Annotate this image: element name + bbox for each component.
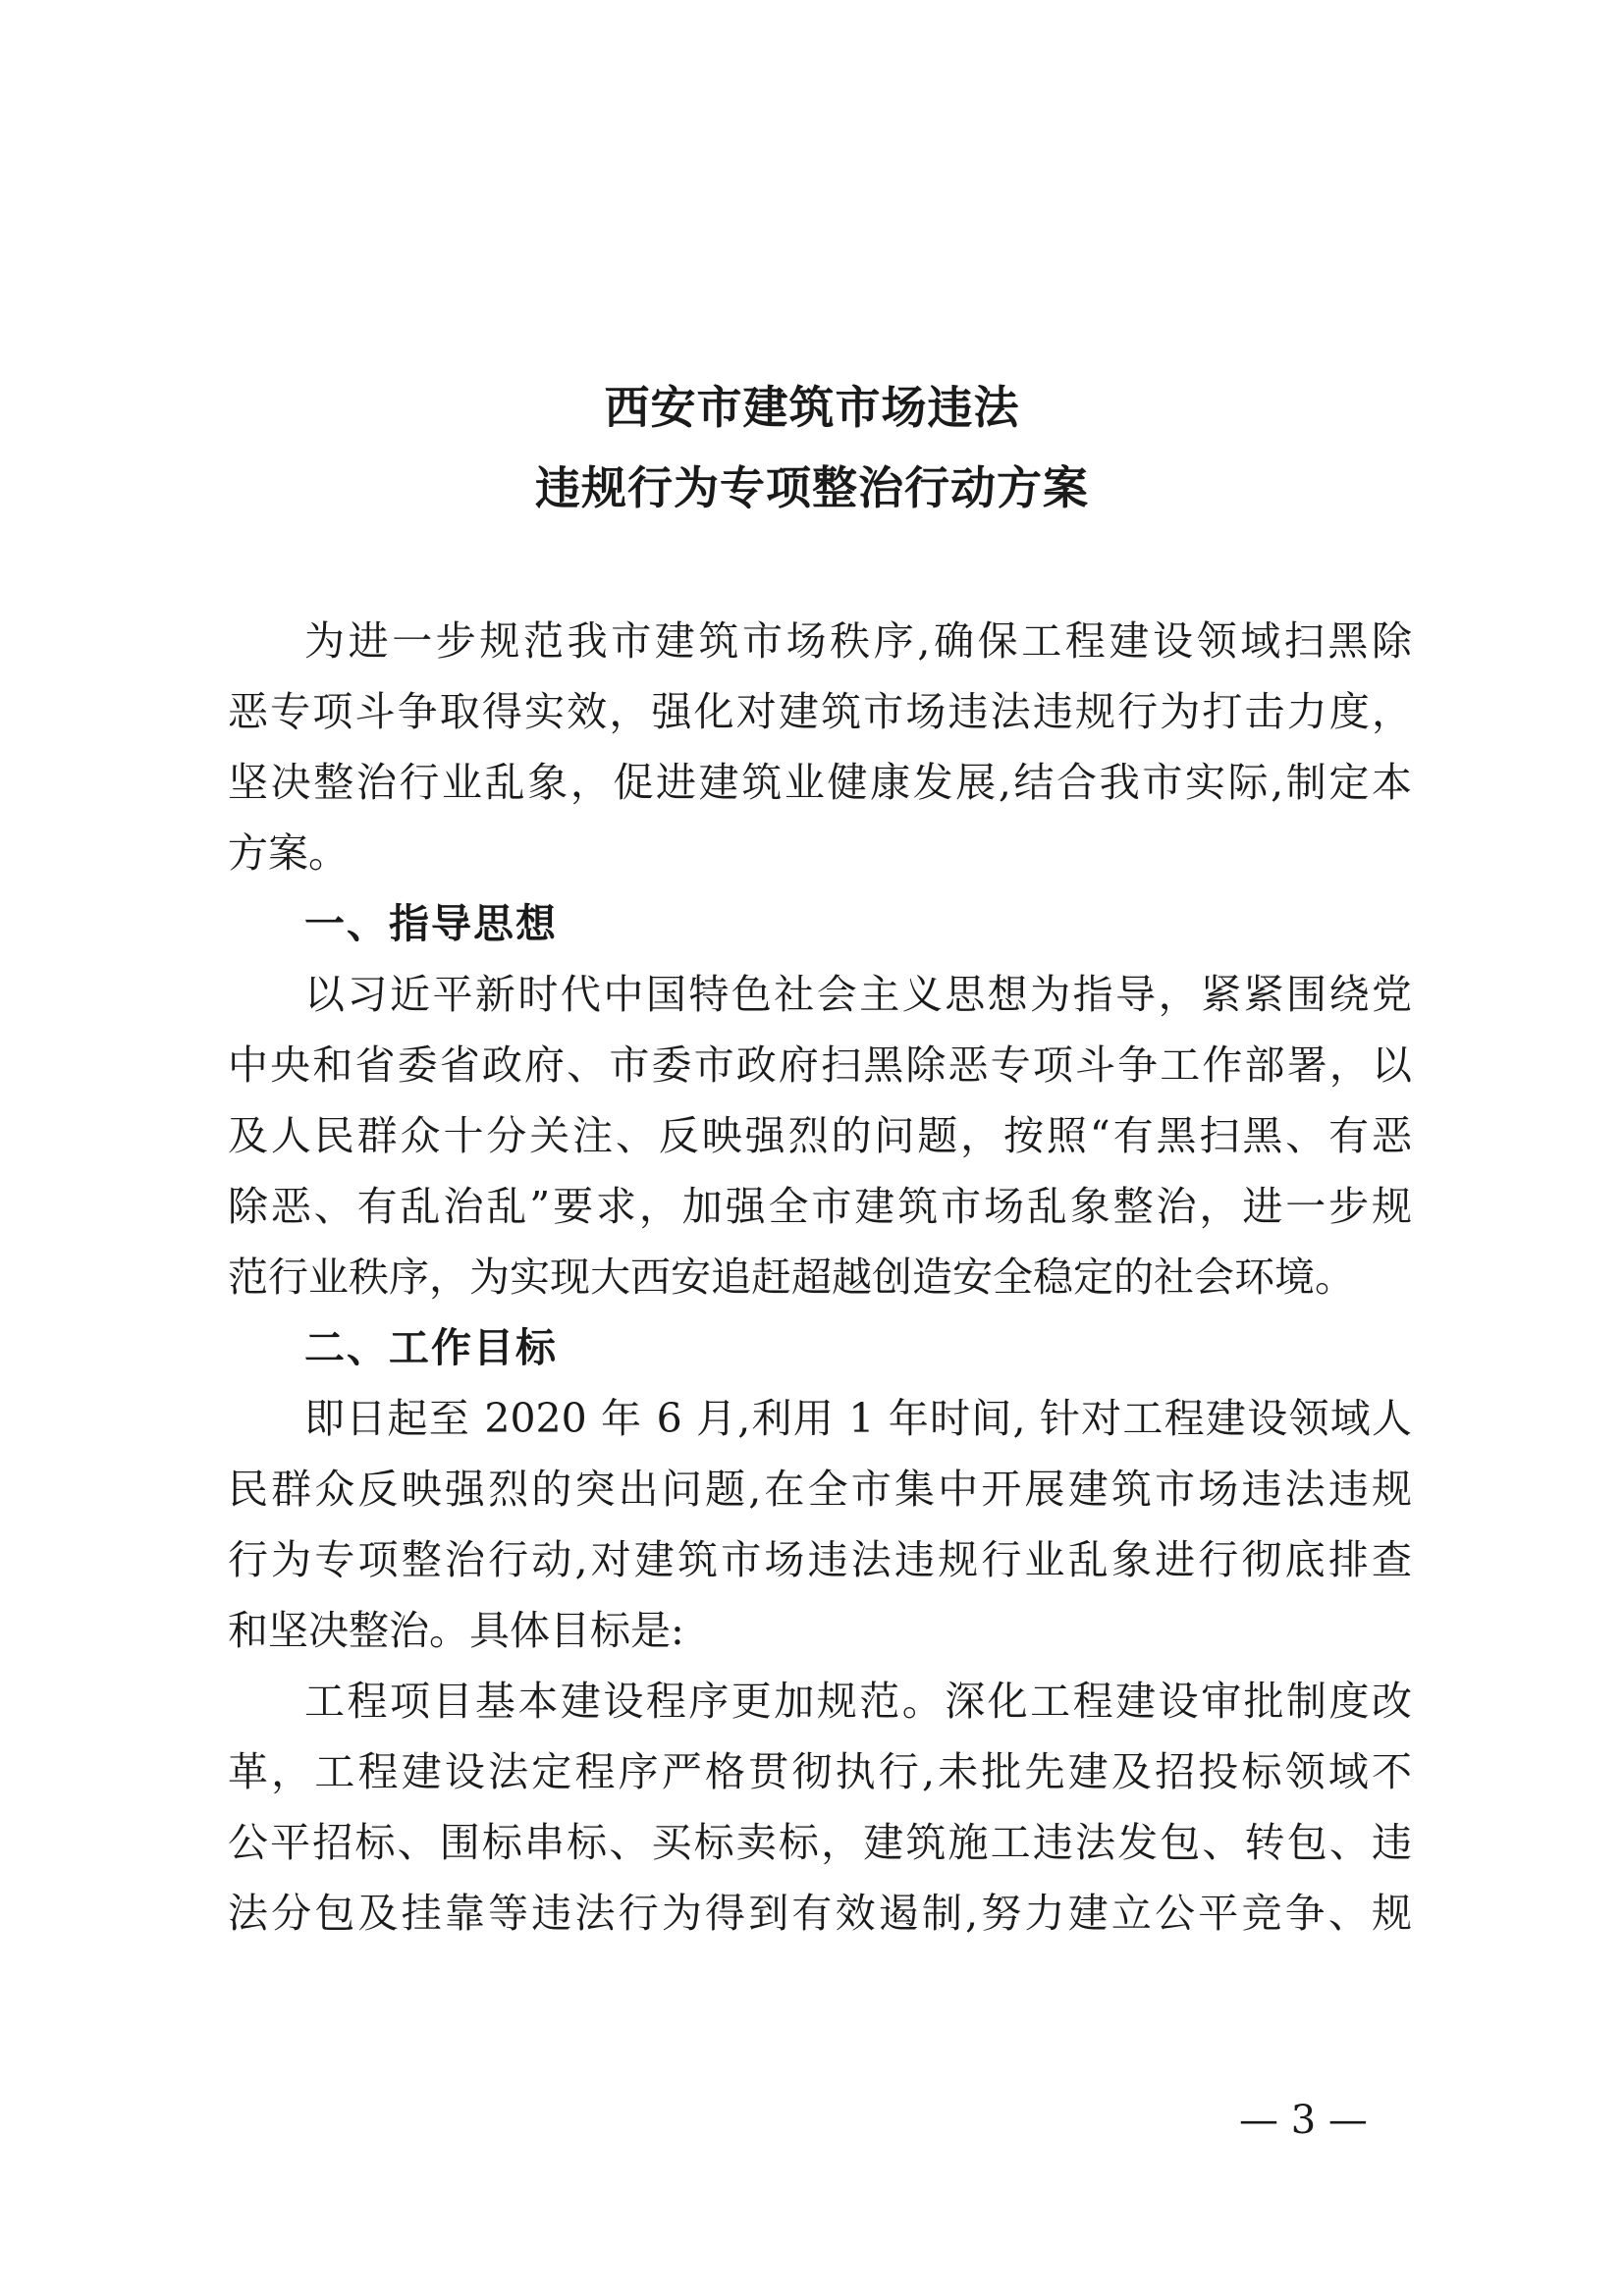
section1-line-5: 范行业秩序，为实现大西安追赶超越创造安全稳定的社会环境。 xyxy=(228,1254,1355,1301)
document-title-line-1: 西安市建筑市场违法 xyxy=(604,381,1020,434)
section2-line-1: 即日起至 2020 年 6 月,利用 1 年时间, 针对工程建设领域人 xyxy=(304,1395,1412,1442)
page-number: — 3 — xyxy=(1239,2098,1368,2143)
section2-para2-line-4: 法分包及挂靠等违法行为得到有效遏制,努力建立公平竞争、规 xyxy=(228,1890,1412,1937)
intro-line-2: 恶专项斗争取得实效，强化对建筑市场违法违规行为打击力度， xyxy=(228,688,1412,735)
section2-para2-line-3: 公平招标、围标串标、买标卖标，建筑施工违法发包、转包、违 xyxy=(228,1819,1412,1866)
section1-line-2: 中央和省委省政府、市委市政府扫黑除恶专项斗争工作部署，以 xyxy=(228,1041,1412,1089)
intro-line-4: 方案。 xyxy=(228,829,349,877)
section1-line-4: 除恶、有乱治乱”要求，加强全市建筑市场乱象整治，进一步规 xyxy=(228,1183,1412,1230)
section2-line-2: 民群众反映强烈的突出问题,在全市集中开展建筑市场违法违规 xyxy=(228,1466,1412,1513)
intro-line-3: 坚决整治行业乱象，促进建筑业健康发展,结合我市实际,制定本 xyxy=(228,759,1413,806)
section2-line-3: 行为专项整治行动,对建筑市场违法违规行业乱象进行彻底排查 xyxy=(228,1536,1412,1583)
intro-line-1: 为进一步规范我市建筑市场秩序,确保工程建设领域扫黑除 xyxy=(304,617,1412,665)
section-heading-work-goals: 二、工作目标 xyxy=(304,1324,558,1371)
section2-para2-line-2: 革，工程建设法定程序严格贯彻执行,未批先建及招投标领域不 xyxy=(228,1748,1412,1795)
section2-para2-line-1: 工程项目基本建设程序更加规范。深化工程建设审批制度改 xyxy=(304,1678,1412,1725)
section-heading-guiding-ideology: 一、指导思想 xyxy=(304,900,558,947)
document-title-line-2: 违规行为专项整治行动方案 xyxy=(535,461,1089,514)
section1-line-3: 及人民群众十分关注、反映强烈的问题，按照“有黑扫黑、有恶 xyxy=(228,1112,1412,1159)
section2-line-4: 和坚决整治。具体目标是: xyxy=(228,1607,684,1654)
section1-line-1: 以习近平新时代中国特色社会主义思想为指导，紧紧围绕党 xyxy=(304,971,1412,1018)
